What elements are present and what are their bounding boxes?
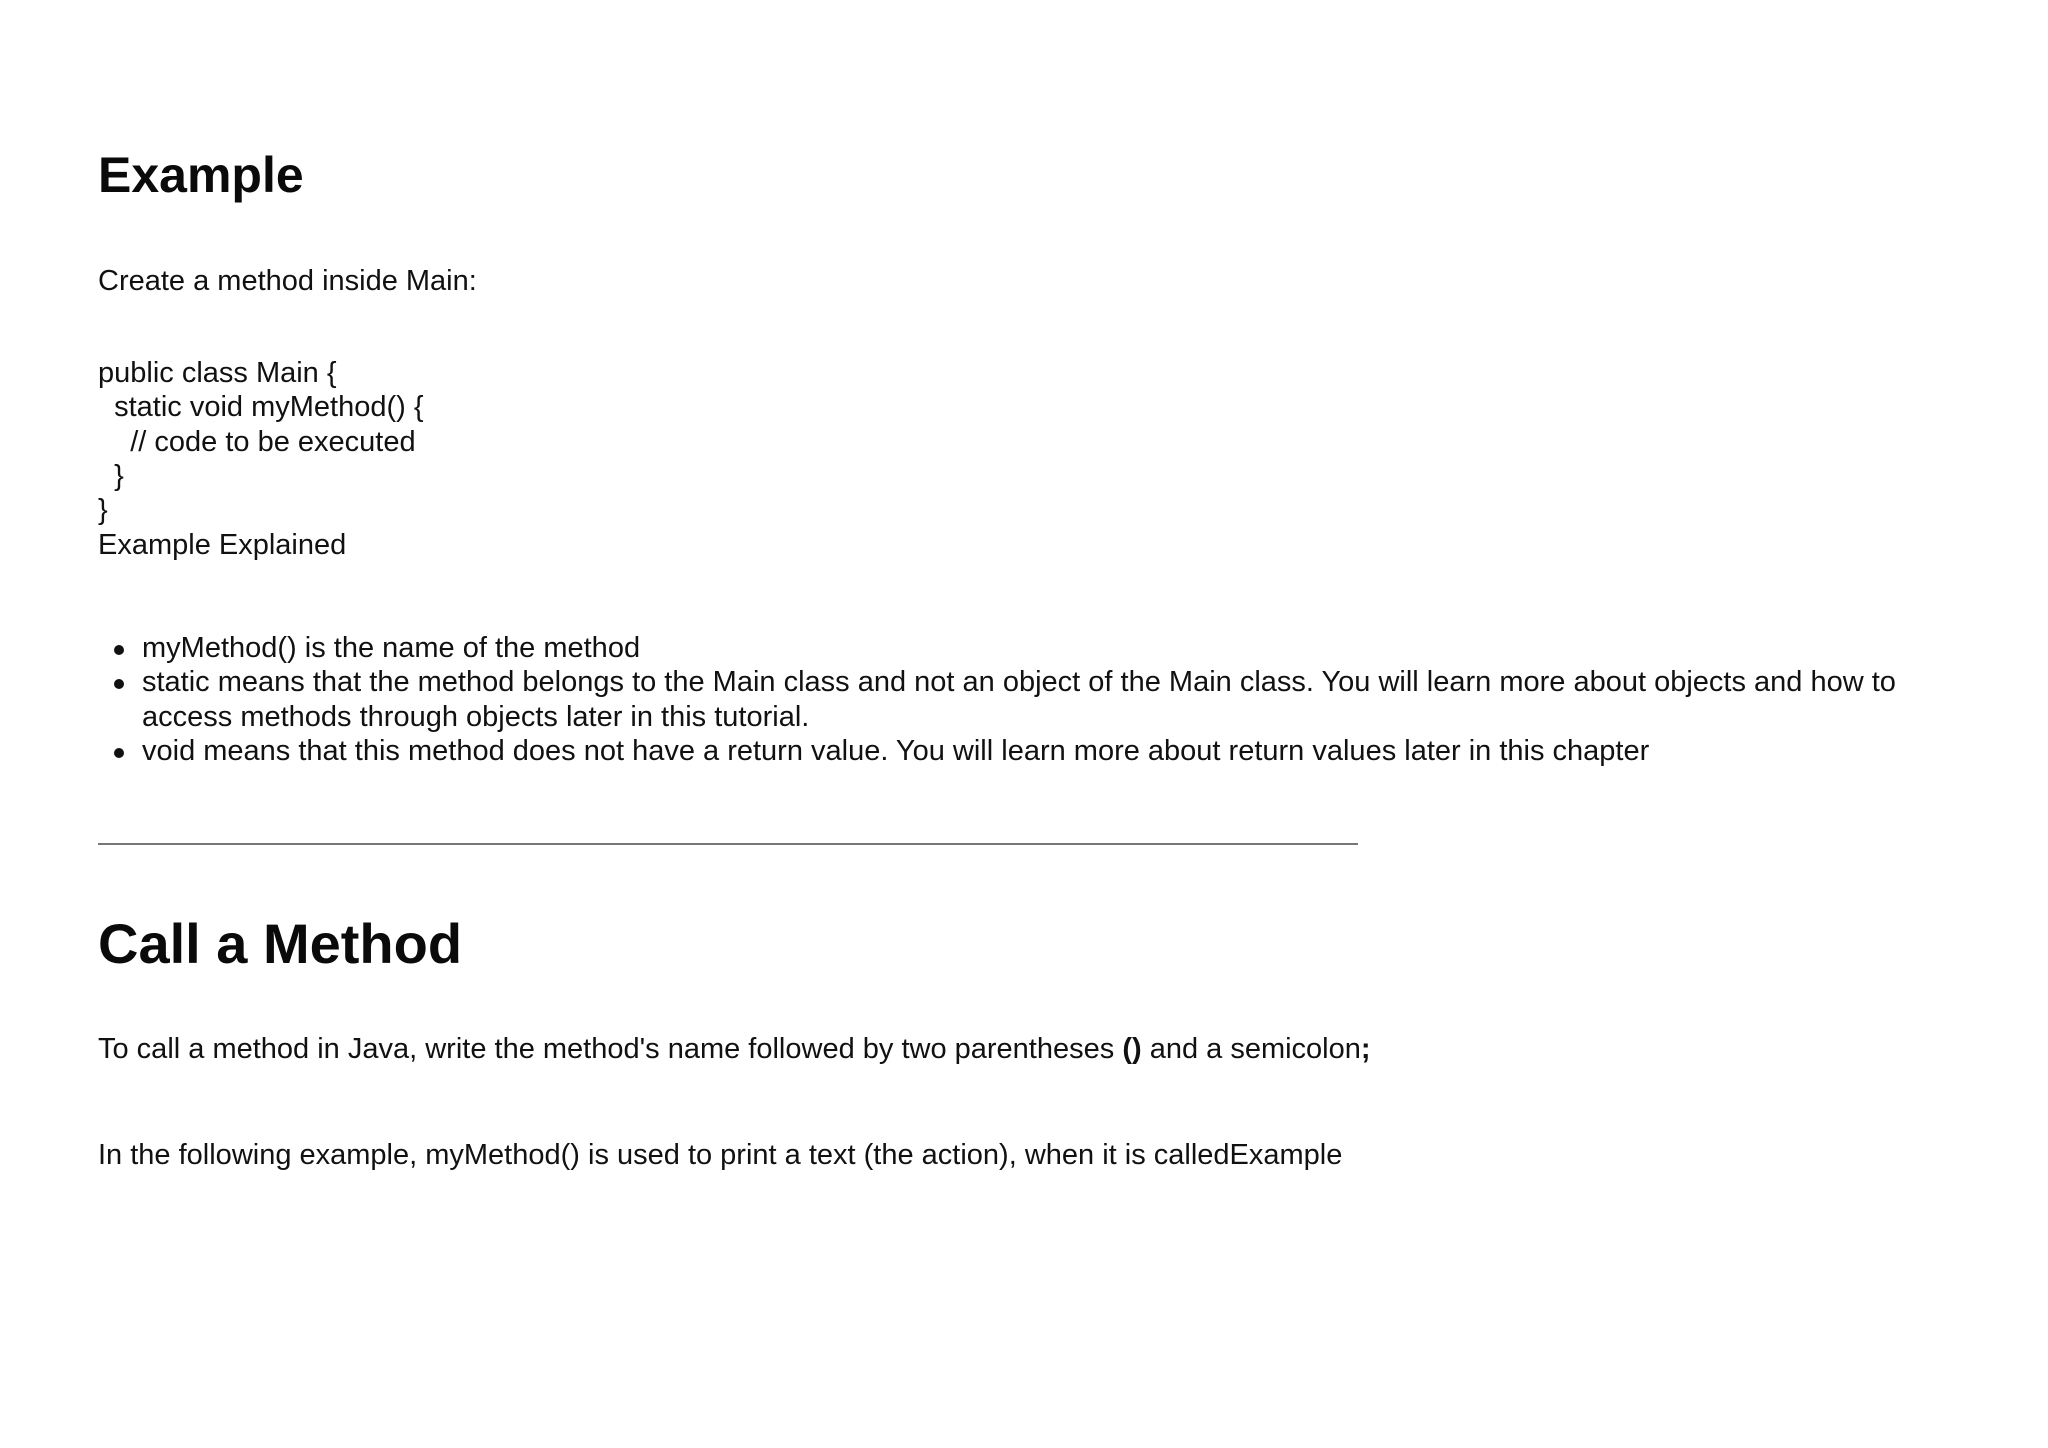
call-desc-text-2: and a semicolon <box>1141 1033 1361 1065</box>
list-item-text: void means that this method does not have a return value. You will learn more about return values later in this chapter <box>142 734 1650 767</box>
semicolon-code: ; <box>1360 1033 1371 1065</box>
following-example-text: In the following example, myMethod() is used to print a text (the action), when it is calledExample <box>98 1139 1343 1171</box>
bullet-icon <box>114 679 124 689</box>
call-method-description <box>98 1032 1371 1066</box>
code-block: public class Main { static void myMethod() { // code to be executed } } <box>98 357 424 527</box>
list-item <box>142 734 2042 768</box>
example-explained-label: Example Explained <box>98 529 347 561</box>
list-item <box>142 665 2042 734</box>
bullet-icon <box>114 748 124 758</box>
section-divider <box>98 843 1358 845</box>
parentheses-code: () <box>1122 1033 1142 1065</box>
list-item-text: myMethod() is the name of the method <box>142 632 641 664</box>
example-intro: Create a method inside Main: <box>98 265 477 297</box>
call-method-heading: Call a Method <box>98 912 463 975</box>
list-item-text: static means that the method belongs to the Main class and not an object of the Main class. You will learn more about objects and how to <box>142 666 1896 699</box>
explanation-list <box>98 631 2042 768</box>
bullet-icon <box>114 645 124 655</box>
list-item-text-continued: access methods through objects later in this tutorial. <box>142 700 810 733</box>
call-desc-text: To call a method in Java, write the method's name followed by two parentheses <box>98 1033 1123 1065</box>
list-item <box>142 631 2042 665</box>
example-heading: Example <box>98 147 304 203</box>
